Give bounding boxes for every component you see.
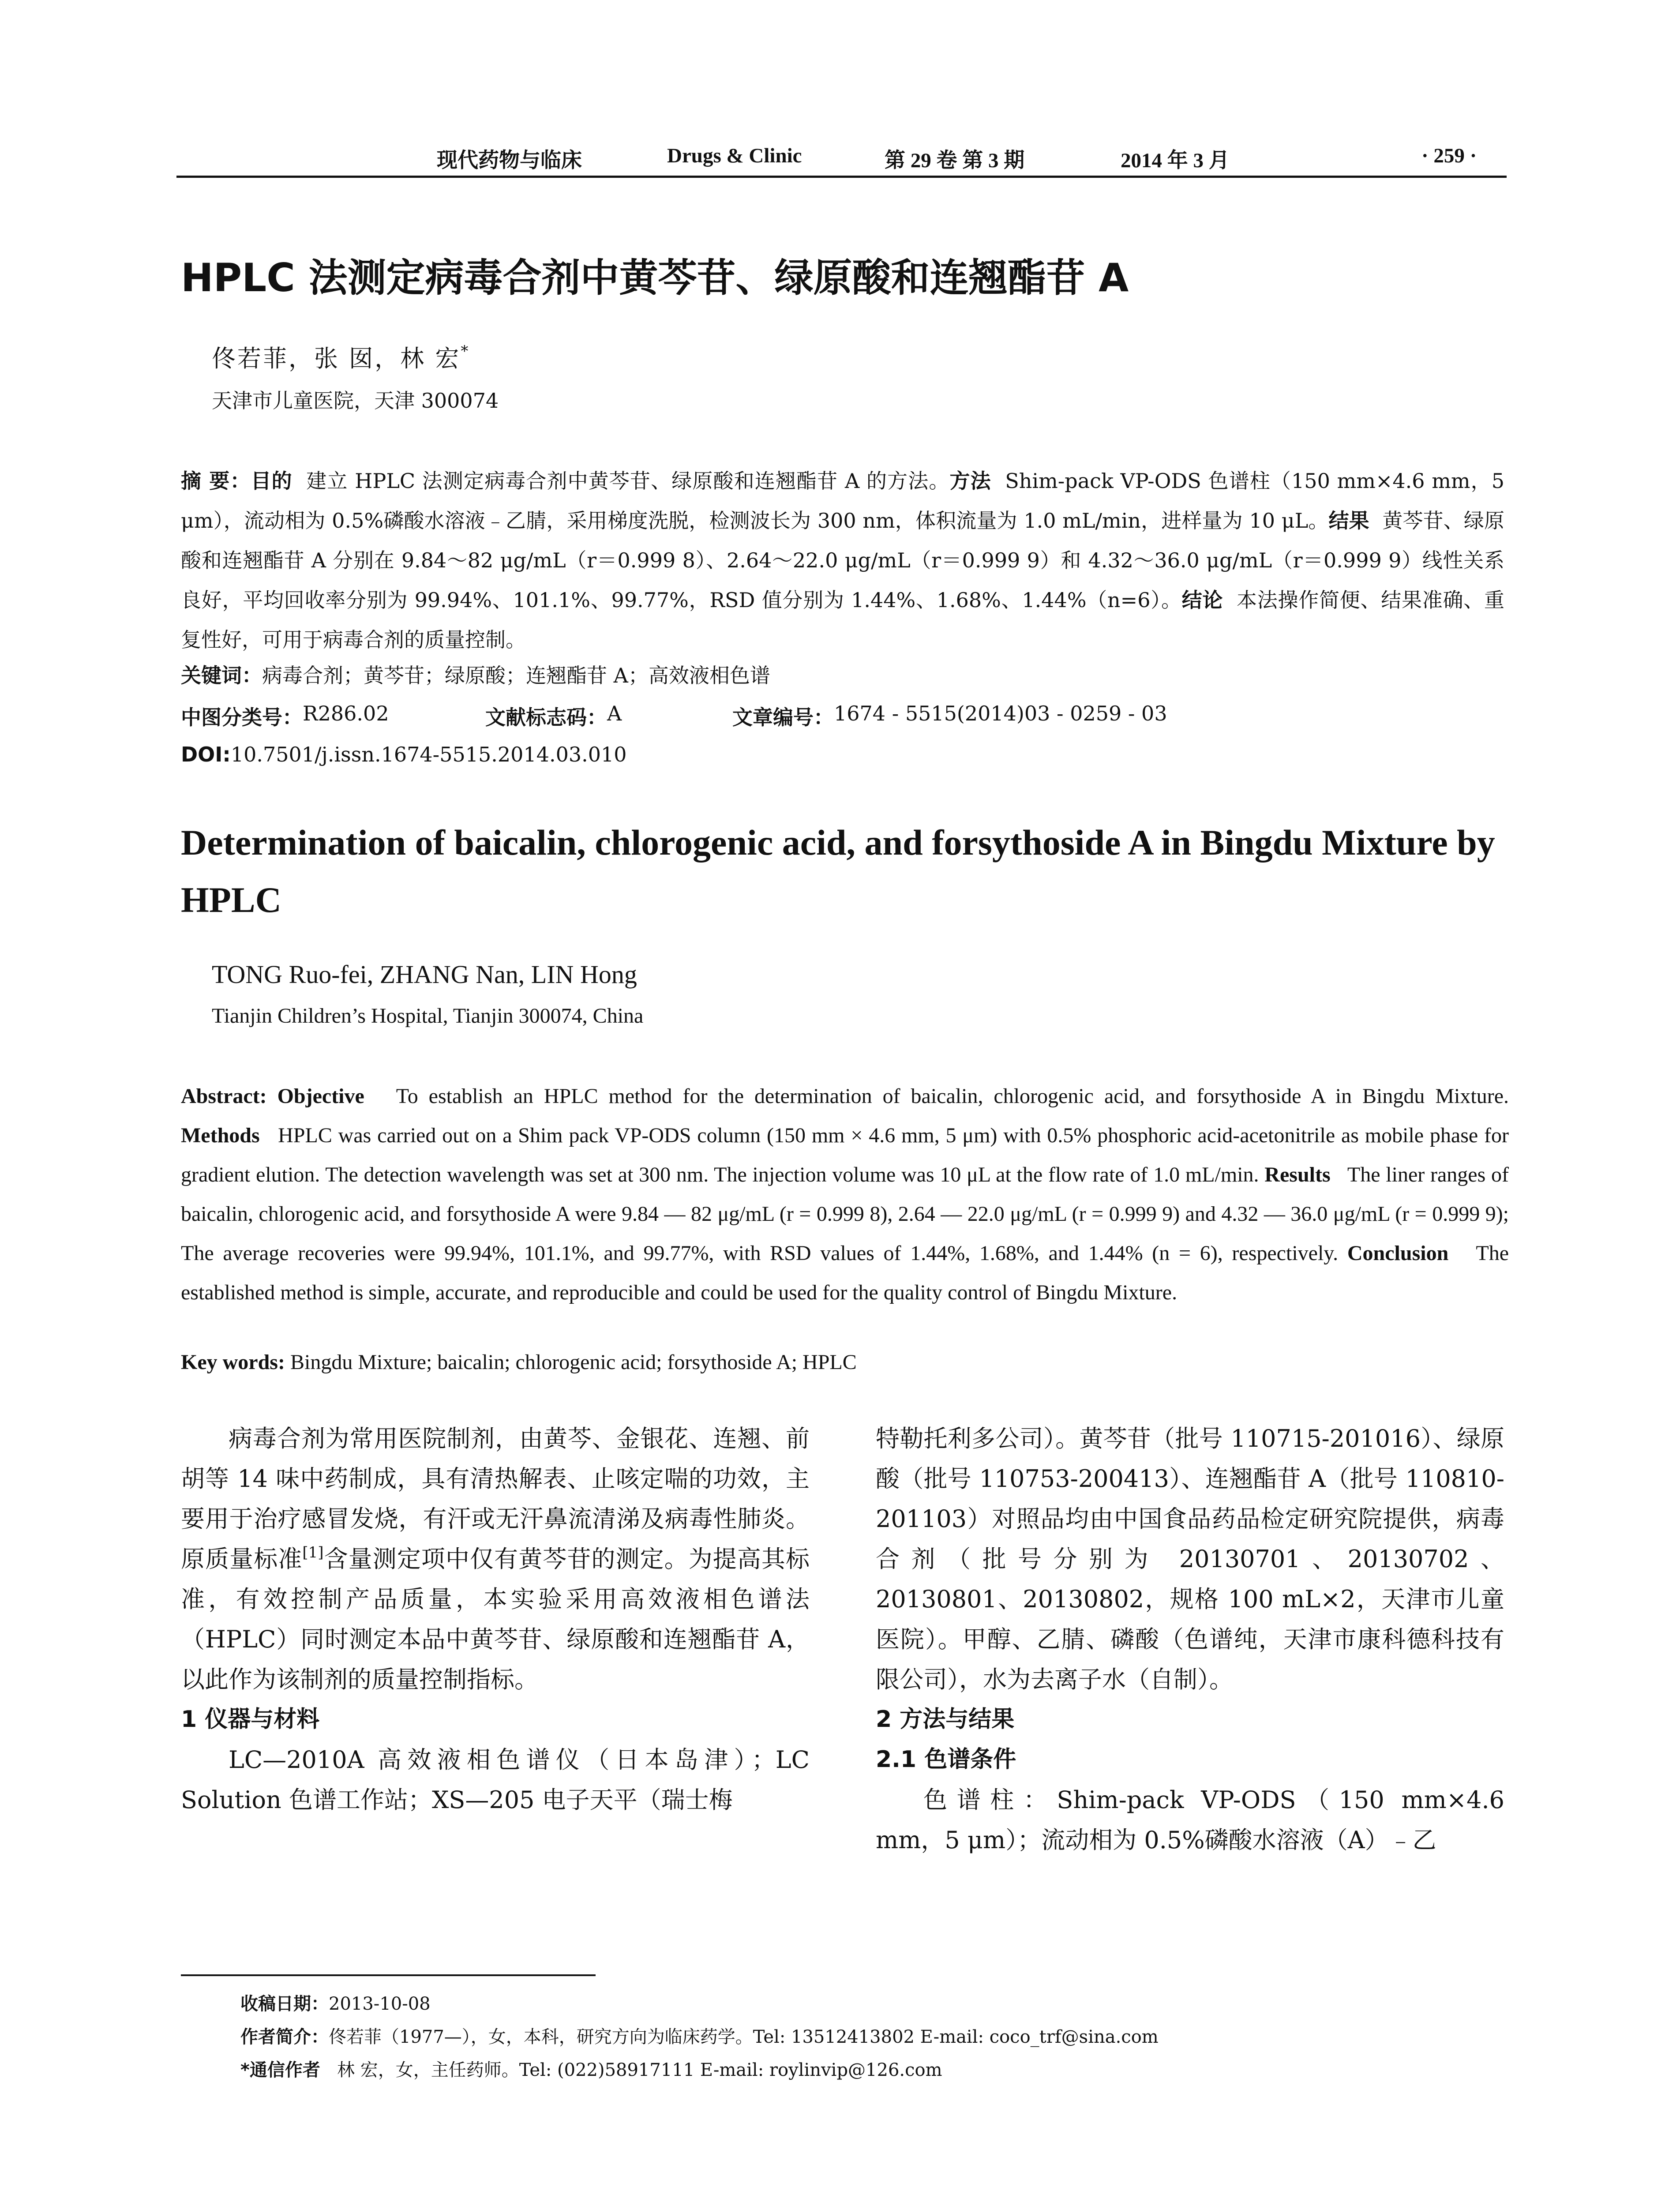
section-heading-2-1: 2.1 色谱条件 — [876, 1746, 1016, 1773]
authors-cn — [212, 340, 470, 374]
intro-text-a: 病毒合剂为常用医院制剂，由黄芩、金银花、连翘、前胡等 14 味中药制成，具有清热解表、止咳定喘的功效，主要用于治疗感冒发烧，有汗或无汗鼻流清涕及病毒性肺炎。原质量标准 — [181, 1425, 810, 1573]
doc-code-value: A — [607, 702, 622, 725]
issue-date: 2014 年 3 月 — [1121, 149, 1230, 172]
abstract-en-objective: To establish an HPLC method for the determination of baicalin, chlorogenic acid, and forsythoside A in Bingdu Mixture. — [396, 1084, 1509, 1108]
doc-code-label: 文献标志码： — [485, 705, 607, 729]
section-heading-2: 2 方法与结果 — [876, 1706, 1015, 1733]
doc-code-field — [485, 702, 622, 731]
author-bio-label: 作者简介： — [240, 2027, 329, 2047]
keywords-en — [181, 1350, 1509, 1374]
header-rule — [176, 176, 1507, 178]
intro-paragraph — [181, 1418, 810, 1700]
section-1-paragraph: LC—2010A 高效液相色谱仪（日本岛津）；LC Solution 色谱工作站；XS—205 电子天平（瑞士梅 — [181, 1746, 810, 1814]
affiliation-en: Tianjin Children’s Hospital, Tianjin 300074, China — [212, 1004, 644, 1028]
keywords-en-label: Key words: — [181, 1351, 285, 1374]
abstract-cn-label: 摘 要：目的 — [181, 469, 292, 493]
doi-label: DOI: — [181, 743, 231, 766]
keywords-cn-label: 关键词： — [181, 664, 262, 687]
abstract-en-conclusion-label: Conclusion — [1347, 1242, 1449, 1265]
running-header — [176, 140, 1509, 176]
footnote-received — [240, 1990, 431, 2015]
abstract-cn-conclusion-label: 结论 — [1181, 588, 1223, 612]
abstract-cn-results-label: 结果 — [1328, 509, 1369, 533]
abstract-en — [181, 1077, 1509, 1312]
keywords-en-text: Bingdu Mixture; baicalin; chlorogenic acid; forsythoside A; HPLC — [290, 1351, 857, 1374]
abstract-cn-results: 黄芩苷、绿原酸和连翘酯苷 A 分别在 9.84～82 μg/mL（r＝0.999 8）、2.64～22.0 μg/mL（r＝0.999 9）和 4.32～36.0 μg/mL（r＝0.999 9）线性关系良好，平均回收率分别为 99.94%、101.1%、99.77%，RSD 值分别为 1.44%、1.68%、1.44%（n=6）。 — [181, 509, 1505, 612]
intro-text-b: 含量测定项中仅有黄芩苷的测定。为提高其标准，有效控制产品质量，本实验采用高效液相色谱法（HPLC）同时测定本品中黄芩苷、绿原酸和连翘酯苷 A，以此作为该制剂的质量控制指标。 — [181, 1545, 810, 1693]
abstract-en-methods: HPLC was carried out on a Shim pack VP-ODS column (150 mm × 4.6 mm, 5 μm) with 0.5% phosphoric acid-acetonitrile as mobile phase for gradient elution. The detection wavelength was set at 300 nm. The injection volume was 10 μL at the flow rate of 1.0 mL/min. — [181, 1124, 1509, 1186]
footnote-author-bio — [240, 2023, 1159, 2048]
article-no-field — [732, 702, 1167, 731]
clc-label: 中图分类号： — [181, 705, 303, 729]
keywords-cn — [181, 660, 770, 689]
body-left-column — [181, 1418, 810, 1820]
clc-field — [181, 702, 389, 731]
author-bio-text: 佟若菲（1977—），女，本科，研究方向为临床药学。Tel: 13512413802 E-mail: coco_trf@sina.com — [329, 2027, 1159, 2047]
abstract-cn-methods-label: 方法 — [949, 469, 991, 493]
doi-line — [181, 743, 627, 766]
doi-value: 10.7501/j.issn.1674-5515.2014.03.010 — [230, 743, 627, 766]
abstract-en-conclusion: The established method is simple, accurate, and reproducible and could be used for the quality control of Bingdu Mixture. — [181, 1242, 1509, 1304]
journal-name-cn: 现代药物与临床 — [437, 149, 582, 172]
journal-name-en: Drugs & Clinic — [667, 144, 802, 167]
classification-line — [181, 702, 1504, 728]
authors-en: TONG Ruo-fei, ZHANG Nan, LIN Hong — [212, 960, 637, 989]
article-no-value: 1674 - 5515(2014)03 - 0259 - 03 — [834, 702, 1167, 725]
abstract-cn-objective: 建立 HPLC 法测定病毒合剂中黄芩苷、绿原酸和连翘酯苷 A 的方法。 — [306, 469, 950, 493]
page-number: · 259 · — [1421, 144, 1477, 167]
body-right-column — [876, 1418, 1504, 1860]
abstract-cn-methods: Shim-pack VP-ODS 色谱柱（150 mm×4.6 mm，5 μm），流动相为 0.5%磷酸水溶液﹣乙腈，采用梯度洗脱，检测波长为 300 nm，体积流量为 1.0 mL/min，进样量为 10 μL。 — [181, 469, 1505, 533]
corresponding-label: *通信作者 — [240, 2060, 320, 2080]
abstract-en-results-label: Results — [1264, 1163, 1331, 1186]
received-label: 收稿日期： — [240, 1994, 329, 2014]
abstract-cn — [181, 461, 1504, 660]
abstract-en-methods-label: Methods — [181, 1124, 260, 1147]
keywords-cn-text: 病毒合剂；黄芩苷；绿原酸；连翘酯苷 A；高效液相色谱 — [262, 664, 770, 687]
materials-paragraph: 特勒托利多公司）。黄芩苷（批号 110715-201016）、绿原酸（批号 110753-200413）、连翘酯苷 A（批号 110810-201103）对照品均由中国食品药品检定研究院提供，病毒合剂（批号分别为 20130701、20130702、20130801、20130802，规格 100 mL×2，天津市儿童医院）。甲醇、乙腈、磷酸（色谱纯，天津市康科德科技有限公司），水为去离子水（自制）。 — [876, 1425, 1504, 1693]
authors-cn-names: 佟若菲，张 囡，林 宏 — [212, 345, 461, 372]
article-no-label: 文章编号： — [732, 705, 834, 729]
citation-ref[interactable]: [1] — [302, 1544, 324, 1561]
corresponding-author-mark: * — [461, 342, 470, 360]
title-en: Determination of baicalin, chlorogenic acid, and forsythoside A in Bingdu Mixture by HPLC — [181, 822, 1495, 920]
abstract-en-label: Abstract: Objective — [181, 1084, 364, 1108]
footnote-corresponding — [240, 2056, 942, 2081]
affiliation-cn: 天津市儿童医院，天津 300074 — [212, 389, 499, 413]
clc-value: R286.02 — [303, 702, 389, 725]
abstract-cn-conclusion: 本法操作简便、结果准确、重复性好，可用于病毒合剂的质量控制。 — [181, 588, 1505, 652]
section-2-1-paragraph: 色谱柱：Shim-pack VP-ODS（150 mm×4.6 mm，5 μm）；流动相为 0.5%磷酸水溶液（A）﹣乙 — [876, 1786, 1504, 1854]
corresponding-text: 林 宏，女，主任药师。Tel: (022)58917111 E-mail: roylinvip@126.com — [337, 2060, 942, 2080]
abstract-en-results: The liner ranges of baicalin, chlorogenic acid, and forsythoside A were 9.84 — 82 μg/mL (r = 0.999 8), 2.64 — 22.0 μg/mL (r = 0.999 9) and 4.32 — 36.0 μg/mL (r = 0.999 9); The average recoveries were 99.94%, 101.1%, and 99.77%, with RSD values of 1.44%, 1.68%, and 1.44% (n = 6), respectively. — [181, 1163, 1509, 1265]
footnote-rule — [181, 1974, 596, 1976]
title-cn: HPLC 法测定病毒合剂中黄芩苷、绿原酸和连翘酯苷 A — [181, 255, 1129, 300]
volume-issue: 第 29 卷 第 3 期 — [885, 149, 1025, 172]
section-heading-1: 1 仪器与材料 — [181, 1706, 320, 1733]
received-date: 2013-10-08 — [329, 1994, 431, 2014]
